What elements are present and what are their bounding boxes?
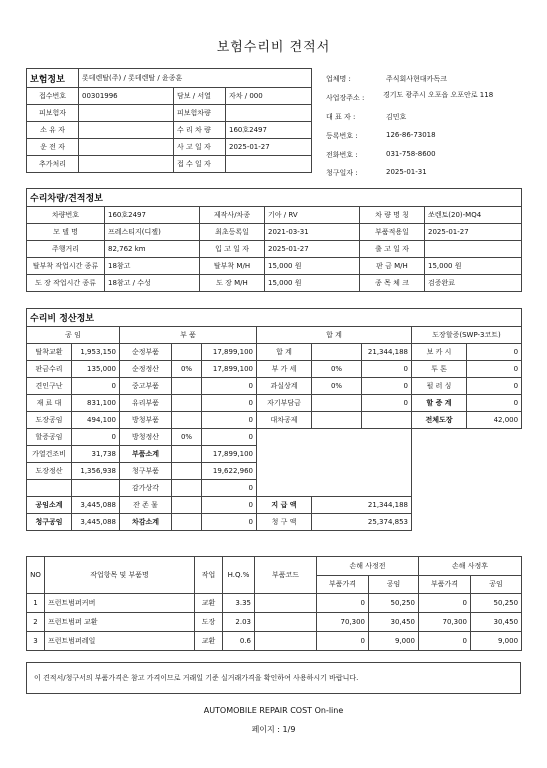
after-parts: 0 <box>419 594 471 613</box>
col-after: 손해 사정후 <box>419 557 522 576</box>
parts-label: 순정정산 <box>120 361 172 378</box>
notice-box <box>26 662 521 694</box>
labor-label: 공임소계 <box>27 497 72 514</box>
item-name: 프런트범퍼레일 <box>45 632 195 651</box>
ins-value <box>79 139 174 156</box>
parts-label: 잔 존 물 <box>120 497 172 514</box>
ins-value: 2025-01-27 <box>226 139 312 156</box>
item-name: 프런트범퍼커버 <box>45 594 195 613</box>
items-table <box>26 556 522 651</box>
paint-label: 전체도장 <box>412 412 467 429</box>
sub-parts-price: 부품가격 <box>419 575 471 594</box>
veh-label: 제작사/차종 <box>200 207 265 224</box>
veh-label: 종 목 체 크 <box>360 275 425 292</box>
insurer-value: 롯데렌탈(주) / 롯데렌탈 / 윤종훈 <box>79 69 312 88</box>
parts-value: 0 <box>202 514 257 531</box>
veh-value: 검증완료 <box>425 275 522 292</box>
total-rate: 0% <box>312 378 362 395</box>
veh-label: 탈부착 M/H <box>200 258 265 275</box>
ins-value <box>226 105 312 122</box>
sub-labor: 공임 <box>471 575 522 594</box>
veh-label: 도 장 작업시간 종류 <box>27 275 105 292</box>
item-name: 프런트범퍼 교환 <box>45 613 195 632</box>
labor-col-head: 공 임 <box>27 327 120 344</box>
before-parts: 0 <box>317 594 369 613</box>
parts-label: 순정부품 <box>120 344 172 361</box>
ins-value <box>79 105 174 122</box>
veh-value: 쏘렌토(20)-MQ4 <box>425 207 522 224</box>
ins-label: 담보 / 서열 <box>174 88 226 105</box>
parts-value: 19,622,960 <box>202 463 257 480</box>
settlement-row <box>27 429 522 446</box>
ins-value <box>226 156 312 173</box>
veh-value: 18참고 / 수성 <box>105 275 200 292</box>
company-tel: 031-758-8600 <box>386 150 436 158</box>
parts-rate: 0% <box>172 361 202 378</box>
table-row <box>27 613 522 632</box>
company-name: 주식회사현대카독크 <box>386 75 447 83</box>
veh-label: 판 금 M/H <box>360 258 425 275</box>
parts-col-head: 부 품 <box>120 327 257 344</box>
labor-label: 탈착교환 <box>27 344 72 361</box>
veh-value: 2025-01-27 <box>425 224 522 241</box>
paint-col-head: 도장할증(SWP-3코트) <box>412 327 522 344</box>
settlement-row <box>27 378 522 395</box>
parts-rate: 0% <box>172 429 202 446</box>
parts-label: 차감소계 <box>120 514 172 531</box>
parts-value: 0 <box>202 497 257 514</box>
total-value: 0 <box>362 378 412 395</box>
pay-amount: 21,344,188 <box>312 497 412 514</box>
company-reg: 126-86-73018 <box>386 131 436 139</box>
ins-value <box>79 156 174 173</box>
settlement-header: 수리비 정산정보 <box>27 309 522 327</box>
total-value: 0 <box>362 361 412 378</box>
total-label: 과실상계 <box>257 378 312 395</box>
paint-value: 0 <box>467 361 522 378</box>
item-code <box>255 613 317 632</box>
company-name-label: 업체명 : <box>326 75 351 83</box>
ins-value: 자차 / 000 <box>226 88 312 105</box>
after-labor: 30,450 <box>471 613 522 632</box>
claim-amount: 25,374,853 <box>312 514 412 531</box>
ins-label: 피보험차량 <box>174 105 226 122</box>
total-col-head: 합 계 <box>257 327 412 344</box>
table-row <box>27 632 522 651</box>
item-no: 1 <box>27 594 45 613</box>
col-no: NO <box>27 557 45 594</box>
labor-value: 0 <box>72 429 120 446</box>
settlement-row <box>27 412 522 429</box>
settlement-table <box>26 308 522 531</box>
total-blank <box>257 429 412 497</box>
veh-label: 모 델 명 <box>27 224 105 241</box>
parts-rate <box>172 446 202 463</box>
veh-label: 출 고 일 자 <box>360 241 425 258</box>
parts-value: 0 <box>202 378 257 395</box>
before-labor: 50,250 <box>369 594 419 613</box>
company-addr: 경기도 광주시 오포읍 오포안로 118 <box>383 91 494 99</box>
labor-label: 할증공임 <box>27 429 72 446</box>
company-rep: 김민호 <box>386 113 407 121</box>
col-work: 작업 <box>195 557 223 594</box>
veh-label: 입 고 일 자 <box>200 241 265 258</box>
labor-label: 가열건조비 <box>27 446 72 463</box>
before-parts: 0 <box>317 632 369 651</box>
item-work: 교환 <box>195 632 223 651</box>
parts-value: 17,899,100 <box>202 361 257 378</box>
table-row <box>27 594 522 613</box>
paint-value: 0 <box>467 344 522 361</box>
item-code <box>255 632 317 651</box>
paint-value: 0 <box>467 378 522 395</box>
paint-label: 보 카 시 <box>412 344 467 361</box>
parts-rate <box>172 344 202 361</box>
parts-rate <box>172 395 202 412</box>
settlement-row <box>27 361 522 378</box>
parts-label: 유리부품 <box>120 395 172 412</box>
labor-value <box>72 480 120 497</box>
parts-value: 0 <box>202 395 257 412</box>
item-hq: 2.03 <box>223 613 255 632</box>
labor-label: 재 료 대 <box>27 395 72 412</box>
sub-parts-price: 부품가격 <box>317 575 369 594</box>
paint-label: 펄 러 싱 <box>412 378 467 395</box>
after-parts: 0 <box>419 632 471 651</box>
parts-value: 17,899,100 <box>202 344 257 361</box>
total-label: 대차공제 <box>257 412 312 429</box>
col-before: 손해 사정전 <box>317 557 419 576</box>
veh-value <box>425 241 522 258</box>
ins-label: 접수번호 <box>27 88 79 105</box>
paint-value: 0 <box>467 395 522 412</box>
labor-label: 견인구난 <box>27 378 72 395</box>
labor-value: 135,000 <box>72 361 120 378</box>
item-no: 3 <box>27 632 45 651</box>
parts-value: 0 <box>202 429 257 446</box>
total-value: 0 <box>362 395 412 412</box>
veh-label: 차 량 명 칭 <box>360 207 425 224</box>
labor-label: 도장공임 <box>27 412 72 429</box>
settlement-row <box>27 344 522 361</box>
parts-label: 청구부품 <box>120 463 172 480</box>
veh-value: 15,000 원 <box>265 275 360 292</box>
parts-rate <box>172 480 202 497</box>
claim-amount-label: 청 구 액 <box>257 514 312 531</box>
veh-label: 최초등록일 <box>200 224 265 241</box>
parts-rate <box>172 463 202 480</box>
settlement-row <box>27 395 522 412</box>
parts-label: 방청부품 <box>120 412 172 429</box>
ins-label: 피보험자 <box>27 105 79 122</box>
veh-value: 82,762 km <box>105 241 200 258</box>
company-reg-label: 등록번호 : <box>326 132 358 140</box>
notice-text: 이 견적서/청구서의 부품가격은 참고 가격이므로 거래일 기준 실거래가격을 확인하여 사용하시기 바랍니다. <box>34 674 359 682</box>
labor-label: 판금수리 <box>27 361 72 378</box>
total-label: 합 계 <box>257 344 312 361</box>
ins-label: 접 수 일 자 <box>174 156 226 173</box>
labor-value: 1,356,938 <box>72 463 120 480</box>
item-code <box>255 594 317 613</box>
after-labor: 50,250 <box>471 594 522 613</box>
after-labor: 9,000 <box>471 632 522 651</box>
paint-label: 투 톤 <box>412 361 467 378</box>
parts-rate <box>172 412 202 429</box>
veh-value: 기아 / RV <box>265 207 360 224</box>
item-hq: 0.6 <box>223 632 255 651</box>
vehicle-header: 수리차량/견적정보 <box>27 189 522 207</box>
ins-label: 추가처리 <box>27 156 79 173</box>
veh-value: 프레스티지(디젤) <box>105 224 200 241</box>
sub-labor: 공임 <box>369 575 419 594</box>
total-value <box>362 412 412 429</box>
insurance-header: 보험정보 <box>27 69 79 88</box>
after-parts: 70,300 <box>419 613 471 632</box>
company-tel-label: 전화번호 : <box>326 151 358 159</box>
parts-value: 0 <box>202 480 257 497</box>
labor-label: 청구공임 <box>27 514 72 531</box>
footer-title: AUTOMOBILE REPAIR COST On-line <box>203 706 344 715</box>
ins-value <box>79 122 174 139</box>
veh-label: 주행거리 <box>27 241 105 258</box>
total-rate: 0% <box>312 361 362 378</box>
claim-date: 2025-01-31 <box>386 168 427 176</box>
pay-amount-label: 지 급 액 <box>257 497 312 514</box>
veh-label: 부품적용일 <box>360 224 425 241</box>
item-no: 2 <box>27 613 45 632</box>
parts-label: 중고부품 <box>120 378 172 395</box>
insurance-table <box>26 68 312 173</box>
labor-value: 831,100 <box>72 395 120 412</box>
labor-label: 도장정산 <box>27 463 72 480</box>
total-rate <box>312 412 362 429</box>
paint-blank <box>412 429 522 531</box>
total-rate <box>312 344 362 361</box>
labor-value: 494,100 <box>72 412 120 429</box>
parts-value: 17,899,100 <box>202 446 257 463</box>
total-label: 부 가 세 <box>257 361 312 378</box>
total-rate <box>312 395 362 412</box>
veh-value: 15,000 원 <box>265 258 360 275</box>
col-hq: H.Q.% <box>223 557 255 594</box>
veh-value: 2021-03-31 <box>265 224 360 241</box>
ins-label: 수 리 차 량 <box>174 122 226 139</box>
veh-label: 차량번호 <box>27 207 105 224</box>
paint-value: 42,000 <box>467 412 522 429</box>
parts-label: 감가상각 <box>120 480 172 497</box>
parts-rate <box>172 378 202 395</box>
item-work: 도장 <box>195 613 223 632</box>
ins-label: 소 유 자 <box>27 122 79 139</box>
before-labor: 30,450 <box>369 613 419 632</box>
page-title: 보험수리비 견적서 <box>216 40 331 55</box>
parts-rate <box>172 514 202 531</box>
ins-label: 사 고 일 자 <box>174 139 226 156</box>
veh-value: 160호2497 <box>105 207 200 224</box>
labor-value: 31,738 <box>72 446 120 463</box>
before-parts: 70,300 <box>317 613 369 632</box>
claim-date-label: 청구일자 : <box>326 169 358 177</box>
labor-label <box>27 480 72 497</box>
company-addr-label: 사업장주소 : <box>326 94 365 102</box>
veh-label: 탈부착 작업시간 종류 <box>27 258 105 275</box>
item-hq: 3.35 <box>223 594 255 613</box>
before-labor: 9,000 <box>369 632 419 651</box>
veh-label: 도 장 M/H <box>200 275 265 292</box>
company-rep-label: 대 표 자 : <box>326 113 356 121</box>
page-number: 페이지 : 1/9 <box>251 725 296 734</box>
paint-label: 할 증 계 <box>412 395 467 412</box>
ins-value: 160호2497 <box>226 122 312 139</box>
labor-value: 3,445,088 <box>72 514 120 531</box>
total-label: 자기부담금 <box>257 395 312 412</box>
vehicle-table <box>26 188 522 292</box>
parts-value: 0 <box>202 412 257 429</box>
parts-label: 부품소계 <box>120 446 172 463</box>
item-work: 교환 <box>195 594 223 613</box>
ins-label: 운 전 자 <box>27 139 79 156</box>
labor-value: 1,953,150 <box>72 344 120 361</box>
labor-value: 0 <box>72 378 120 395</box>
veh-value: 2025-01-27 <box>265 241 360 258</box>
col-item: 작업항목 및 부품명 <box>45 557 195 594</box>
col-code: 부품코드 <box>255 557 317 594</box>
veh-value: 15,000 원 <box>425 258 522 275</box>
total-value: 21,344,188 <box>362 344 412 361</box>
ins-value: 00301996 <box>79 88 174 105</box>
parts-label: 방청정산 <box>120 429 172 446</box>
parts-rate <box>172 497 202 514</box>
labor-value: 3,445,088 <box>72 497 120 514</box>
veh-value: 18참고 <box>105 258 200 275</box>
